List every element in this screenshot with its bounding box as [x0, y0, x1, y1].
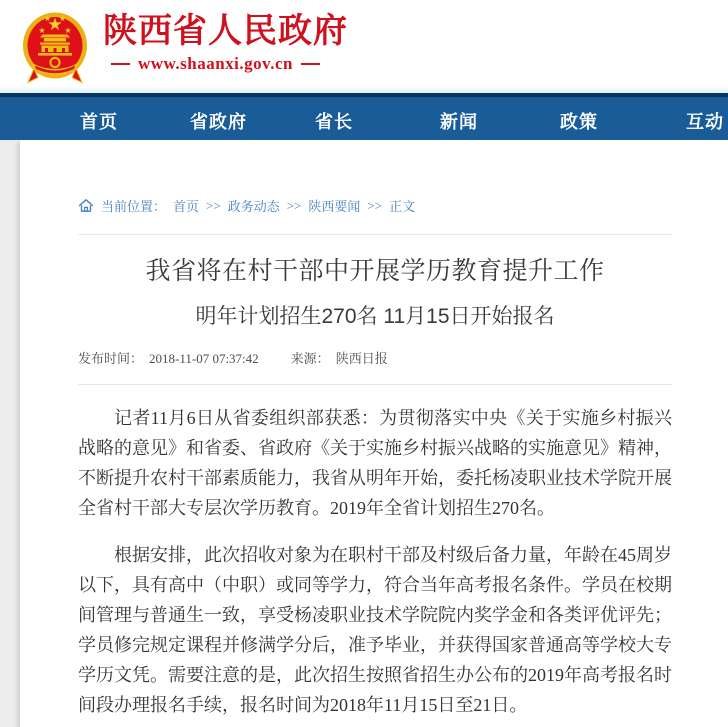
article-subtitle: 明年计划招生270名 11月15日开始报名 — [195, 305, 555, 328]
breadcrumb-shaanxi-news[interactable]: 陕西要闻 — [308, 199, 361, 214]
nav-item-interaction[interactable]: 互动 — [686, 112, 724, 132]
home-icon — [78, 198, 94, 213]
article-paragraph: 根据安排，此次招收对象为在职村干部及村级后备力量，年龄在45周岁以下，具有高中（中职）或同等学力，符合当年高考报名条件。学员在校期间管理与普通生一致，享受杨凌职业技术学院院内奖学金和各类评优评先；学员修完规定课程并修满学分后，准予毕业，并获得国家普通高等学校大专学历文凭。需要注意的是，此次招生按照省招生办公布的2019年高考报名时间段办理报名手续，报名时间为2018年11月15日至21日。 — [78, 545, 672, 715]
breadcrumb-government-affairs[interactable]: 政务动态 — [227, 199, 280, 214]
header-bottom-strip — [0, 86, 728, 93]
breadcrumb-separator: >> — [367, 197, 383, 213]
site-url-text: www.shaanxi.gov.cn — [138, 54, 293, 73]
source-label: 来源： — [290, 351, 330, 366]
site-title: 陕西省人民政府 — [103, 12, 348, 50]
publish-time-value: 2018-11-07 07:37:42 — [149, 351, 259, 366]
breadcrumb-label: 当前位置： — [101, 199, 167, 214]
article-title: 我省将在村干部中开展学历教育提升工作 — [145, 257, 605, 285]
nav-item-home[interactable]: 首页 — [80, 112, 118, 132]
source-value: 陕西日报 — [335, 351, 388, 366]
article-meta — [78, 351, 672, 366]
nav-item-governor[interactable]: 省长 — [315, 112, 353, 132]
content-panel — [20, 140, 728, 727]
national-emblem-icon — [22, 4, 88, 88]
site-url — [111, 54, 348, 74]
main-nav — [0, 93, 728, 140]
site-logo-link[interactable] — [0, 0, 420, 86]
publish-time-label: 发布时间： — [78, 351, 144, 366]
breadcrumb-home[interactable]: 首页 — [173, 199, 200, 214]
brand-block — [103, 11, 348, 74]
nav-item-policy[interactable]: 政策 — [560, 112, 598, 132]
nav-item-provincial-government[interactable]: 省政府 — [190, 112, 247, 132]
url-dash-right — [301, 63, 320, 65]
site-header — [0, 0, 728, 86]
article-paragraph: 记者11月6日从省委组织部获悉：为贯彻落实中央《关于实施乡村振兴战略的意见》和省委、省政府《关于实施乡村振兴战略的实施意见》精神，不断提升农村干部素质能力，我省从明年开始，委托杨凌职业技术学院开展全省村干部大专层次学历教育。2019年全省计划招生270名。 — [78, 408, 672, 518]
page-background — [0, 140, 728, 727]
breadcrumb-separator: >> — [286, 197, 302, 213]
article-body — [78, 403, 672, 720]
breadcrumb-current-page: 正文 — [389, 199, 416, 214]
breadcrumb — [78, 140, 672, 215]
url-dash-left — [111, 63, 130, 65]
divider — [78, 234, 672, 235]
breadcrumb-separator: >> — [206, 197, 221, 213]
nav-item-news[interactable]: 新闻 — [440, 112, 478, 132]
divider — [78, 384, 672, 385]
